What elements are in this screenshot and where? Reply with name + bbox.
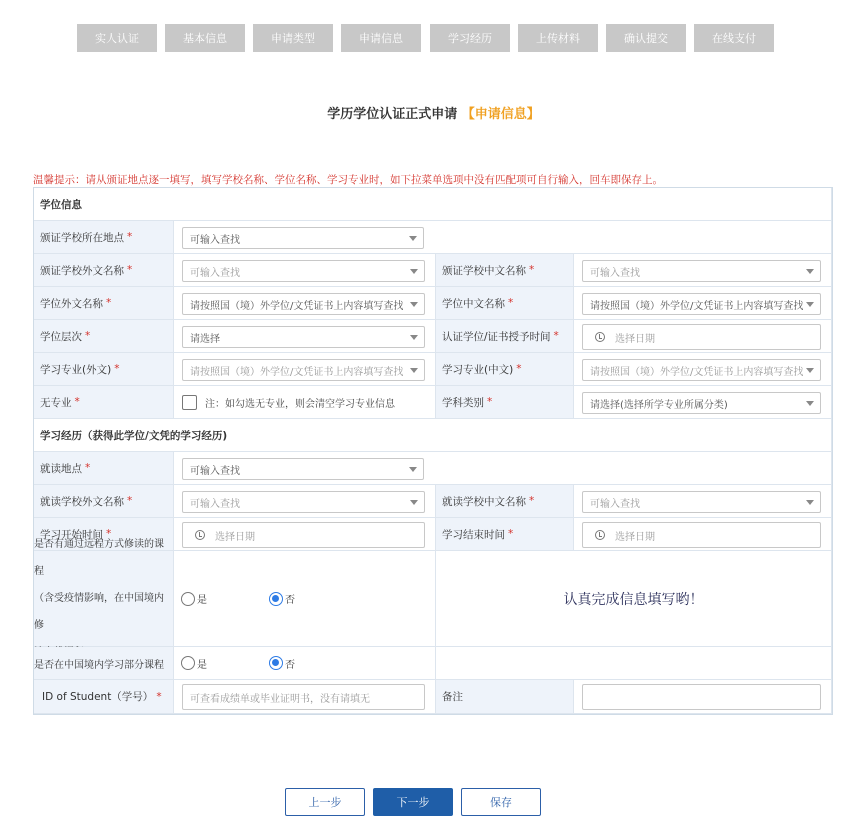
major-chinese-cell [574, 353, 832, 386]
no-major-checkbox[interactable] [182, 395, 197, 410]
label-remote-course: 是否有通过远程方式修读的课程 （含受疫情影响，在中国境内修 [34, 551, 174, 647]
step-basic-info[interactable]: 基本信息 [165, 24, 245, 52]
label-school-chinese-name: 颁证学校中文名称 * [436, 254, 574, 287]
major-foreign-cell [174, 353, 436, 386]
label-major-foreign: 学习专业(外文) * [34, 353, 174, 386]
page-title [0, 103, 867, 122]
study-school-foreign-select[interactable]: 可输入查找 [182, 491, 425, 513]
chevron-down-icon [806, 269, 814, 274]
chevron-down-icon [410, 269, 418, 274]
school-location-cell [174, 221, 832, 254]
degree-level-select[interactable]: 请选择 [182, 326, 425, 348]
student-id-cell [174, 680, 436, 714]
start-date-cell [174, 518, 436, 551]
reminder-message: 认真完成信息填写哟！ [436, 551, 832, 647]
label-school-foreign-name: 颁证学校外文名称 * [34, 254, 174, 287]
school-foreign-name-cell [174, 254, 436, 287]
study-school-chinese-cell [574, 485, 832, 518]
degree-section-heading: 学位信息 [34, 188, 832, 221]
study-school-foreign-cell [174, 485, 436, 518]
radio-selected-icon[interactable] [269, 592, 283, 606]
remote-course-no[interactable]: 否 [269, 591, 295, 606]
degree-chinese-name-cell [574, 287, 832, 320]
label-study-school-foreign: 就读学校外文名称 * [34, 485, 174, 518]
label-major-chinese: 学习专业(中文) * [436, 353, 574, 386]
label-award-date: 认证学位/证书授予时间 * [436, 320, 574, 353]
major-foreign-select[interactable]: 请按照国（境）外学位/文凭证书上内容填写查找 [182, 359, 425, 381]
no-major-note: 注：如勾选无专业，则会清空学习专业信息 [205, 398, 395, 410]
label-china-partial: 是否在中国境内学习部分课程 [34, 647, 174, 680]
radio-icon[interactable] [181, 656, 195, 670]
label-start-date: 学习开始时间 * [34, 518, 174, 551]
school-location-select[interactable]: 可输入查找 [182, 227, 424, 249]
award-date-cell [574, 320, 832, 353]
hint-text: 温馨提示：请从颁证地点逐一填写，填写学校名称、学位名称、学习专业时，如下拉菜单选项中没有匹配项可自行输入，回车即保存上。 [33, 174, 663, 186]
school-foreign-name-select[interactable]: 可输入查找 [182, 260, 425, 282]
end-date-cell [574, 518, 832, 551]
chevron-down-icon [806, 302, 814, 307]
clock-icon [595, 332, 605, 342]
china-partial-cell [174, 647, 436, 680]
remark-cell [574, 680, 832, 714]
chevron-down-icon [806, 368, 814, 373]
save-button[interactable]: 保存 [461, 788, 541, 816]
label-discipline: 学科类别 * [436, 386, 574, 419]
chevron-down-icon [410, 368, 418, 373]
chevron-down-icon [409, 236, 417, 241]
page-title-main: 学历学位认证正式申请 [327, 107, 458, 122]
chevron-down-icon [410, 500, 418, 505]
chevron-down-icon [409, 467, 417, 472]
end-date-picker[interactable]: 选择日期 [582, 522, 821, 548]
award-date-picker[interactable]: 选择日期 [582, 324, 821, 350]
page-title-current: 【申请信息】 [461, 107, 540, 122]
label-degree-chinese-name: 学位中文名称 * [436, 287, 574, 320]
empty-cell [436, 647, 832, 680]
chevron-down-icon [410, 302, 418, 307]
prev-button[interactable]: 上一步 [285, 788, 365, 816]
step-application-info[interactable]: 申请信息 [341, 24, 421, 52]
remote-course-cell [174, 551, 436, 647]
degree-foreign-name-select[interactable]: 请按照国（境）外学位/文凭证书上内容填写查找 [182, 293, 425, 315]
chevron-down-icon [806, 401, 814, 406]
label-no-major: 无专业 * [34, 386, 174, 419]
step-payment[interactable]: 在线支付 [694, 24, 774, 52]
label-end-date: 学习结束时间 * [436, 518, 574, 551]
study-location-cell [174, 452, 832, 485]
degree-chinese-name-select[interactable]: 请按照国（境）外学位/文凭证书上内容填写查找 [582, 293, 821, 315]
study-location-select[interactable]: 可输入查找 [182, 458, 424, 480]
step-confirm[interactable]: 确认提交 [606, 24, 686, 52]
radio-icon[interactable] [181, 592, 195, 606]
no-major-cell [174, 386, 436, 419]
step-identity[interactable]: 实人认证 [77, 24, 157, 52]
degree-level-cell [174, 320, 436, 353]
student-id-input[interactable]: 可查看成绩单或毕业证明书，没有请填无 [182, 684, 425, 710]
school-chinese-name-cell [574, 254, 832, 287]
step-upload[interactable]: 上传材料 [518, 24, 598, 52]
label-degree-level: 学位层次 * [34, 320, 174, 353]
next-button[interactable]: 下一步 [373, 788, 453, 816]
discipline-select[interactable]: 请选择(选择所学专业所属分类) [582, 392, 821, 414]
degree-foreign-name-cell [174, 287, 436, 320]
discipline-cell [574, 386, 832, 419]
study-section-heading: 学习经历（获得此学位/文凭的学习经历) [34, 419, 832, 452]
application-form [33, 187, 833, 715]
clock-icon [595, 530, 605, 540]
china-partial-no[interactable]: 否 [269, 656, 295, 671]
chevron-down-icon [806, 500, 814, 505]
label-study-school-chinese: 就读学校中文名称 * [436, 485, 574, 518]
chevron-down-icon [410, 335, 418, 340]
major-chinese-select[interactable]: 请按照国（境）外学位/文凭证书上内容填写查找 [582, 359, 821, 381]
start-date-picker[interactable]: 选择日期 [182, 522, 425, 548]
remark-input[interactable] [582, 684, 821, 710]
label-remark: 备注 [436, 680, 574, 714]
school-chinese-name-select[interactable]: 可输入查找 [582, 260, 821, 282]
radio-selected-icon[interactable] [269, 656, 283, 670]
remote-course-yes[interactable]: 是 [181, 591, 207, 606]
step-application-type[interactable]: 申请类型 [253, 24, 333, 52]
clock-icon [195, 530, 205, 540]
step-bar [77, 24, 777, 52]
study-school-chinese-select[interactable]: 可输入查找 [582, 491, 821, 513]
label-student-id: ID of Student（学号） * [34, 680, 174, 714]
label-degree-foreign-name: 学位外文名称 * [34, 287, 174, 320]
label-school-location: 颁证学校所在地点 * [34, 221, 174, 254]
china-partial-yes[interactable]: 是 [181, 656, 207, 671]
step-study-history[interactable]: 学习经历 [430, 24, 510, 52]
label-study-location: 就读地点 * [34, 452, 174, 485]
